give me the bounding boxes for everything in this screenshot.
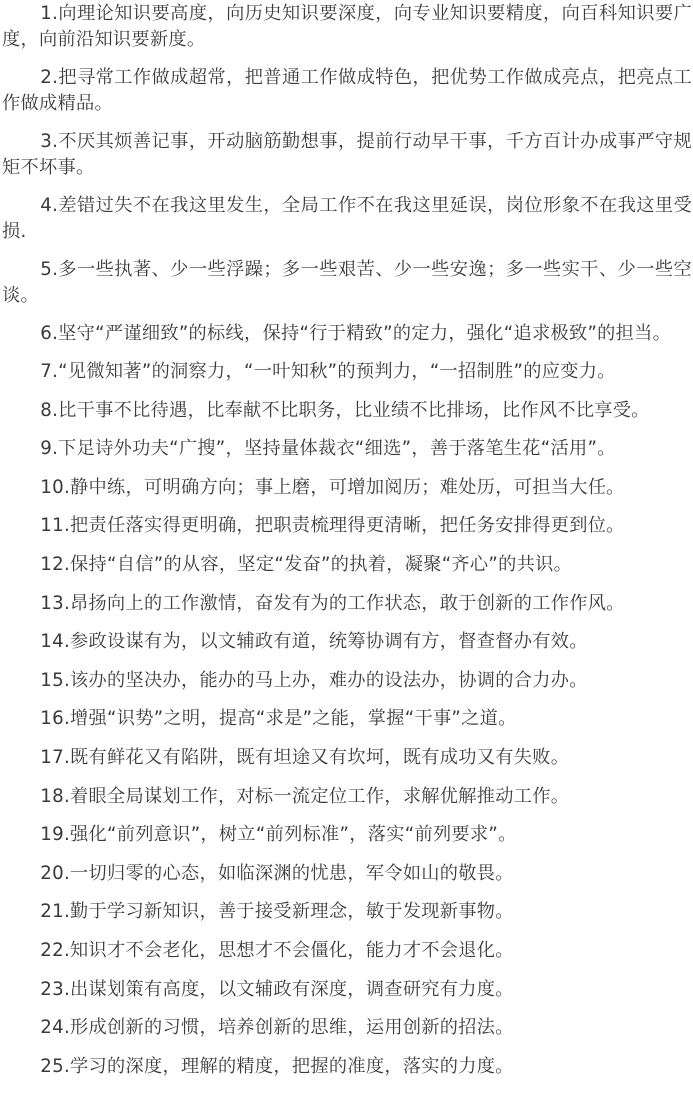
paragraph-4: 4.差错过失不在我这里发生，全局工作不在我这里延误，岗位形象不在我这里受损. xyxy=(2,195,692,242)
paragraph-2: 2.把寻常工作做成超常，把普通工作做成特色，把优势工作做成亮点，把亮点工作做成精品。 xyxy=(2,67,692,114)
paragraph-20: 20.一切归零的心态，如临深渊的忧患，军令如山的敬畏。 xyxy=(40,862,514,884)
paragraph-1: 1.向理论知识要高度，向历史知识要深度，向专业知识要精度，向百科知识要广度，向前沿知识要新度。 xyxy=(2,3,692,50)
paragraph-24: 24.形成创新的习惯，培养创新的思维，运用创新的招法。 xyxy=(40,1017,514,1039)
paragraph-25: 25.学习的深度，理解的精度，把握的准度，落实的力度。 xyxy=(40,1055,514,1077)
paragraph-10: 10.静中练，可明确方向；事上磨，可增加阅历；难处历，可担当大任。 xyxy=(40,476,625,498)
paragraph-11: 11.把责任落实得更明确，把职责梳理得更清晰，把任务安排得更到位。 xyxy=(40,515,625,537)
paragraph-5: 5.多一些执著、少一些浮躁；多一些艰苦、少一些安逸；多一些实干、少一些空谈。 xyxy=(2,259,692,306)
paragraph-17: 17.既有鲜花又有陷阱，既有坦途又有坎坷，既有成功又有失败。 xyxy=(40,746,570,768)
paragraph-18: 18.着眼全局谋划工作，对标一流定位工作，求解优解推动工作。 xyxy=(40,785,570,807)
paragraph-13: 13.昂扬向上的工作激情，奋发有为的工作状态，敢于创新的工作作风。 xyxy=(40,592,625,614)
paragraph-8: 8.比干事不比待遇，比奉献不比职务，比业绩不比排场，比作风不比享受。 xyxy=(40,399,650,421)
paragraph-14: 14.参政设谋有为，以文辅政有道，统筹协调有方，督查督办有效。 xyxy=(40,631,588,653)
paragraph-6: 6.坚守“严谨细致”的标线，保持“行于精致”的定力，强化“追求极致”的担当。 xyxy=(40,323,672,344)
paragraph-19: 19.强化“前列意识”，树立“前列标准”，落实“前列要求”。 xyxy=(40,824,517,846)
paragraph-12: 12.保持“自信”的从容，坚定“发奋”的执着，凝聚“齐心”的共识。 xyxy=(40,553,573,575)
paragraph-3: 3.不厌其烦善记事，开动脑筋勤想事，提前行动早干事，千方百计办成事严守规矩不坏事。 xyxy=(2,131,692,178)
paragraph-9: 9.下足诗外功夫“广搜”，坚持量体裁衣“细选”，善于落笔生花“活用”。 xyxy=(40,438,616,460)
paragraph-23: 23.出谋划策有高度，以文辅政有深度，调查研究有力度。 xyxy=(40,978,514,1000)
paragraph-16: 16.增强“识势”之明，提高“求是”之能，掌握“干事”之道。 xyxy=(40,708,517,730)
paragraph-15: 15.该办的坚决办，能办的马上办，难办的设法办，协调的合力办。 xyxy=(40,669,588,691)
paragraph-7: 7.“见微知著”的洞察力，“一叶知秋”的预判力，“一招制胜”的应变力。 xyxy=(40,361,616,382)
paragraph-21: 21.勤于学习新知识，善于接受新理念，敏于发现新事物。 xyxy=(40,901,514,923)
paragraph-22: 22.知识才不会老化，思想才不会僵化，能力才不会退化。 xyxy=(40,939,514,961)
